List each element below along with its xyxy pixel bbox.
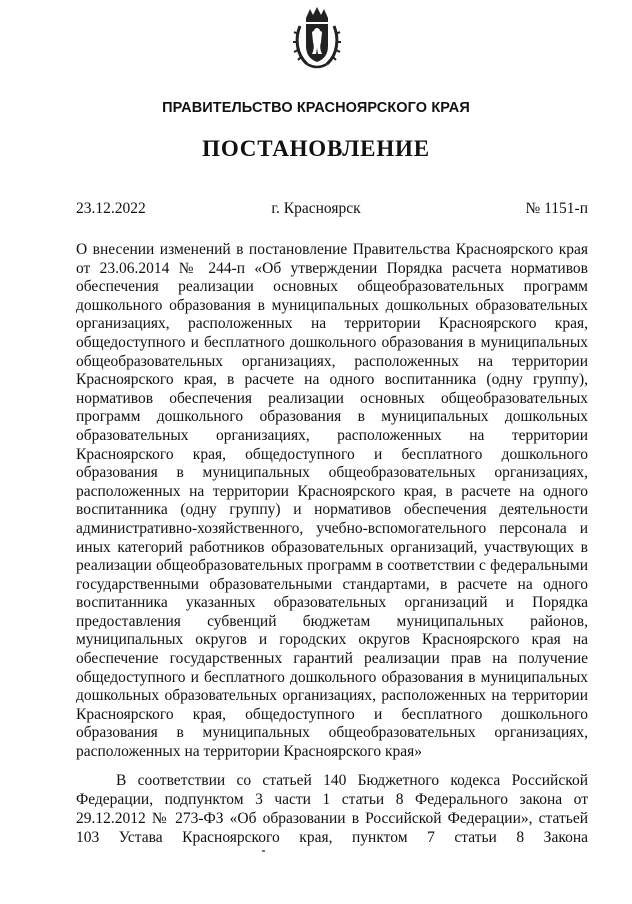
scan-speck <box>262 850 265 852</box>
document-city: г. Красноярск <box>271 200 361 217</box>
document-number: № 1151-п <box>525 200 588 217</box>
document-body-paragraph: В соответствии со статьей 140 Бюджетного кодекса Российской Федерации, подпунктом 3 части 1 статьи 8 Федерального закона от 29.12.2012 № 273-ФЗ «Об образовании в Российской Федерации», статьей 103 Устава Красноярского края, пунктом 7 статьи 8 Закона <box>76 772 588 846</box>
document-subject-title: О внесении изменений в постановление Правительства Красноярского края от 23.06.2014 № 244-п «Об утверждении Порядка расчета нормативов обеспечения реализации основных общеобразовательных программ дошкольного образования в муниципальных дошкольных образовательных организациях, расположенных на территории Красноярского края, общедоступного и бесплатного дошкольного образования в муниципальных общеобразовательных организациях, расположенных на территории Красноярского края, в расчете на одного воспитанника (одну группу), нормативов обеспечения реализации основных общеобразовательных программ дошкольного образования в муниципальных дошкольных образовательных организациях, расположенных на территории Красноярского края, общедоступного и бесплатного дошкольного образования в муниципальных общеобразовательных организациях, расположенных на территории Красноярского края, в расчете на одного воспитанника (одну группу) и нормативов обеспечения деятельности административно-хозяйственного, учебно-вспомогательного персонала и иных категорий работников образовательных организаций, участвующих в реализации общеобразовательных программ в соответствии с федеральными государственными образовательными стандартами, в расчете на одного воспитанника указанных образовательных организаций и Порядка предоставления субвенций бюджетам муниципальных районов, муниципальных округов и городских округов Красноярского края на обеспечение государственных гарантий реализации прав на получение общедоступного и бесплатного дошкольного образования в муниципальных дошкольных образовательных организациях, расположенных на территории Красноярского края, общедоступного и бесплатного дошкольного образования в муниципальных общеобразовательных организациях, расположенных на территории Красноярского края» <box>76 241 588 761</box>
document-date: 23.12.2022 <box>76 200 146 217</box>
government-name: ПРАВИТЕЛЬСТВО КРАСНОЯРСКОГО КРАЯ <box>162 100 470 116</box>
document-type-title: ПОСТАНОВЛЕНИЕ <box>202 136 430 161</box>
krasnoyarsk-coat-of-arms-icon <box>292 4 342 72</box>
